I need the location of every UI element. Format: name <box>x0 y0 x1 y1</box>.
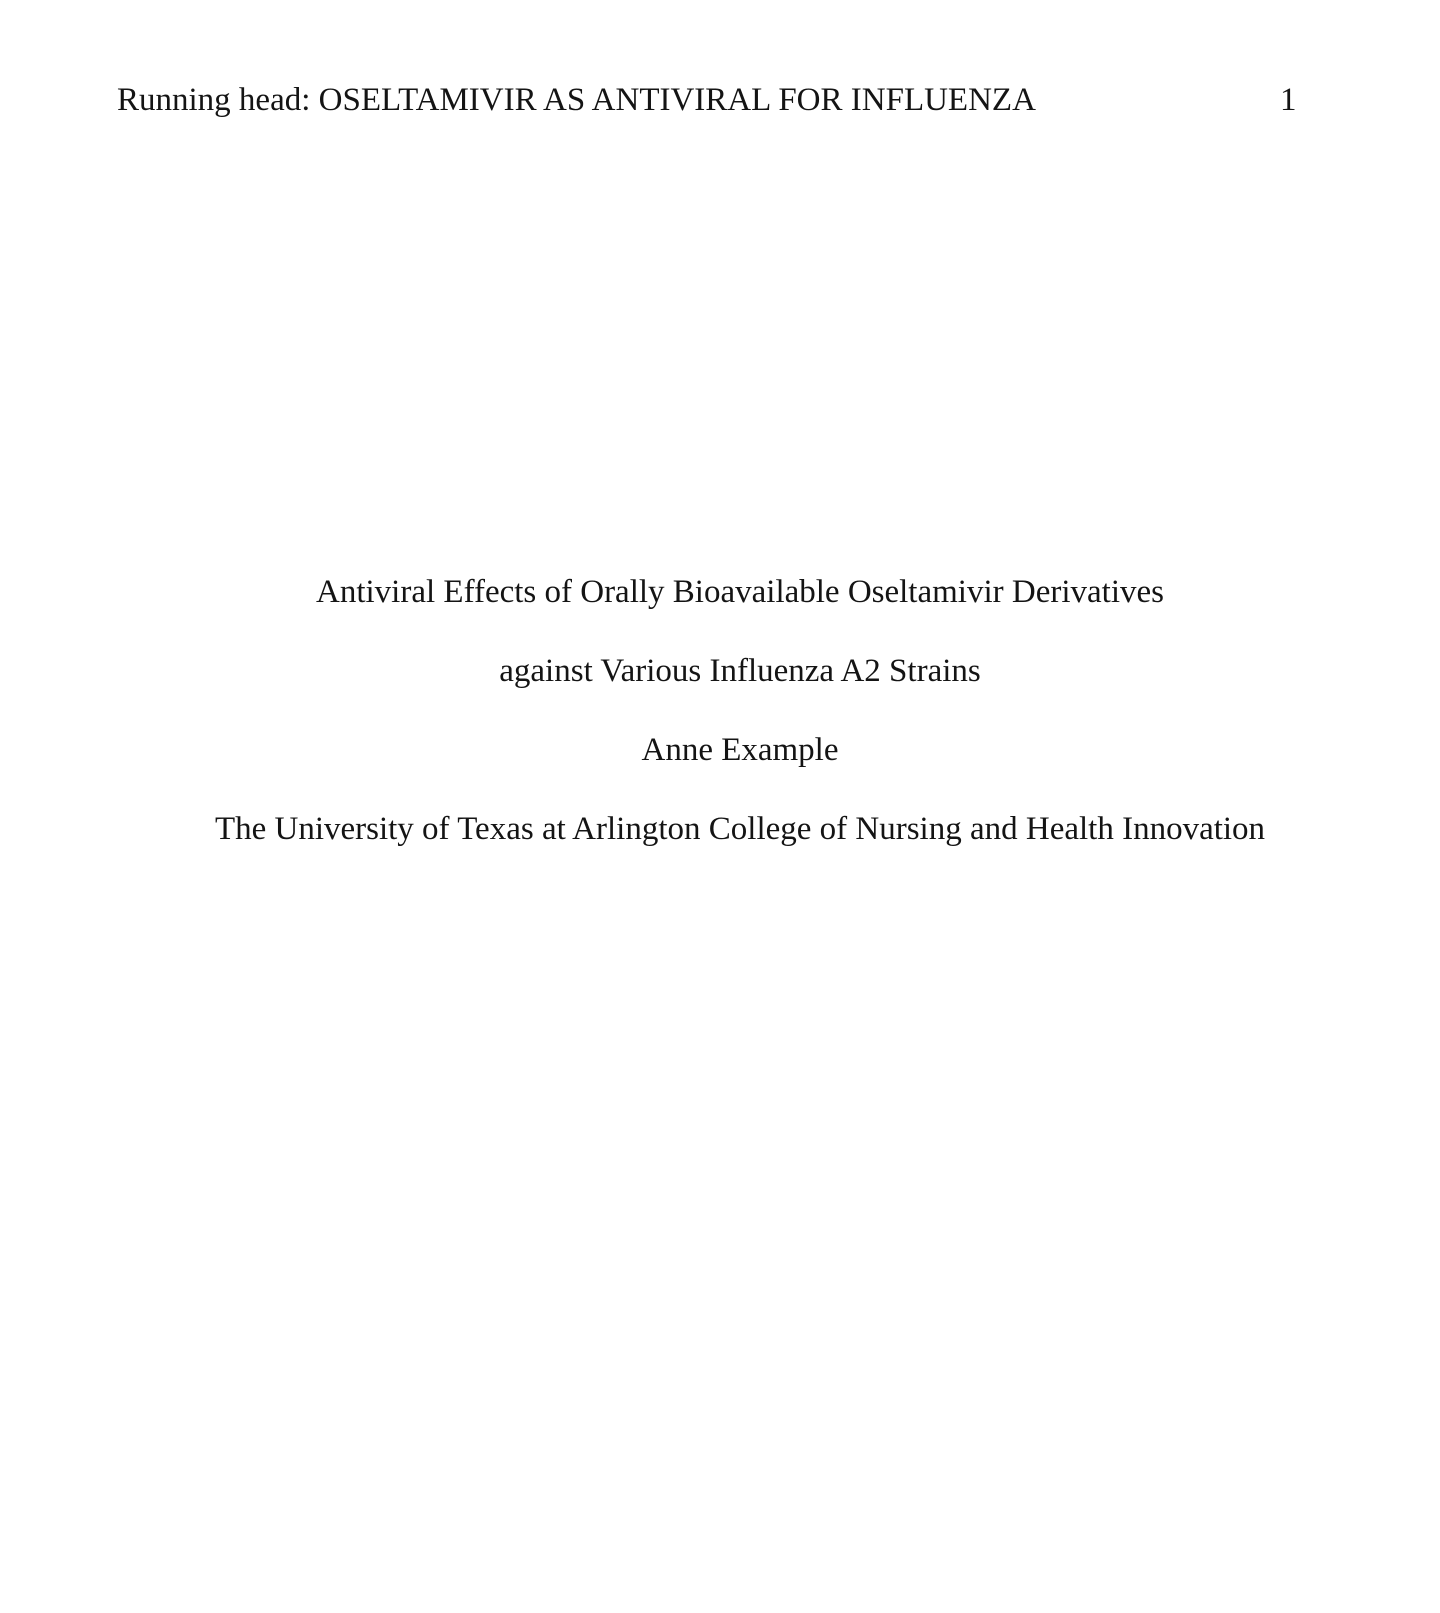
title-block <box>0 572 1440 888</box>
paper-title-line-1: Antiviral Effects of Orally Bioavailable Oseltamivir Derivatives <box>316 574 1164 610</box>
paper-title-line-2: against Various Influenza A2 Strains <box>499 653 981 689</box>
running-head: Running head: OSELTAMIVIR AS ANTIVIRAL FOR INFLUENZA <box>117 82 1036 118</box>
page-number: 1 <box>1280 82 1297 118</box>
author-name: Anne Example <box>641 732 839 768</box>
institutional-affiliation: The University of Texas at Arlington College of Nursing and Health Innovation <box>214 811 1266 847</box>
